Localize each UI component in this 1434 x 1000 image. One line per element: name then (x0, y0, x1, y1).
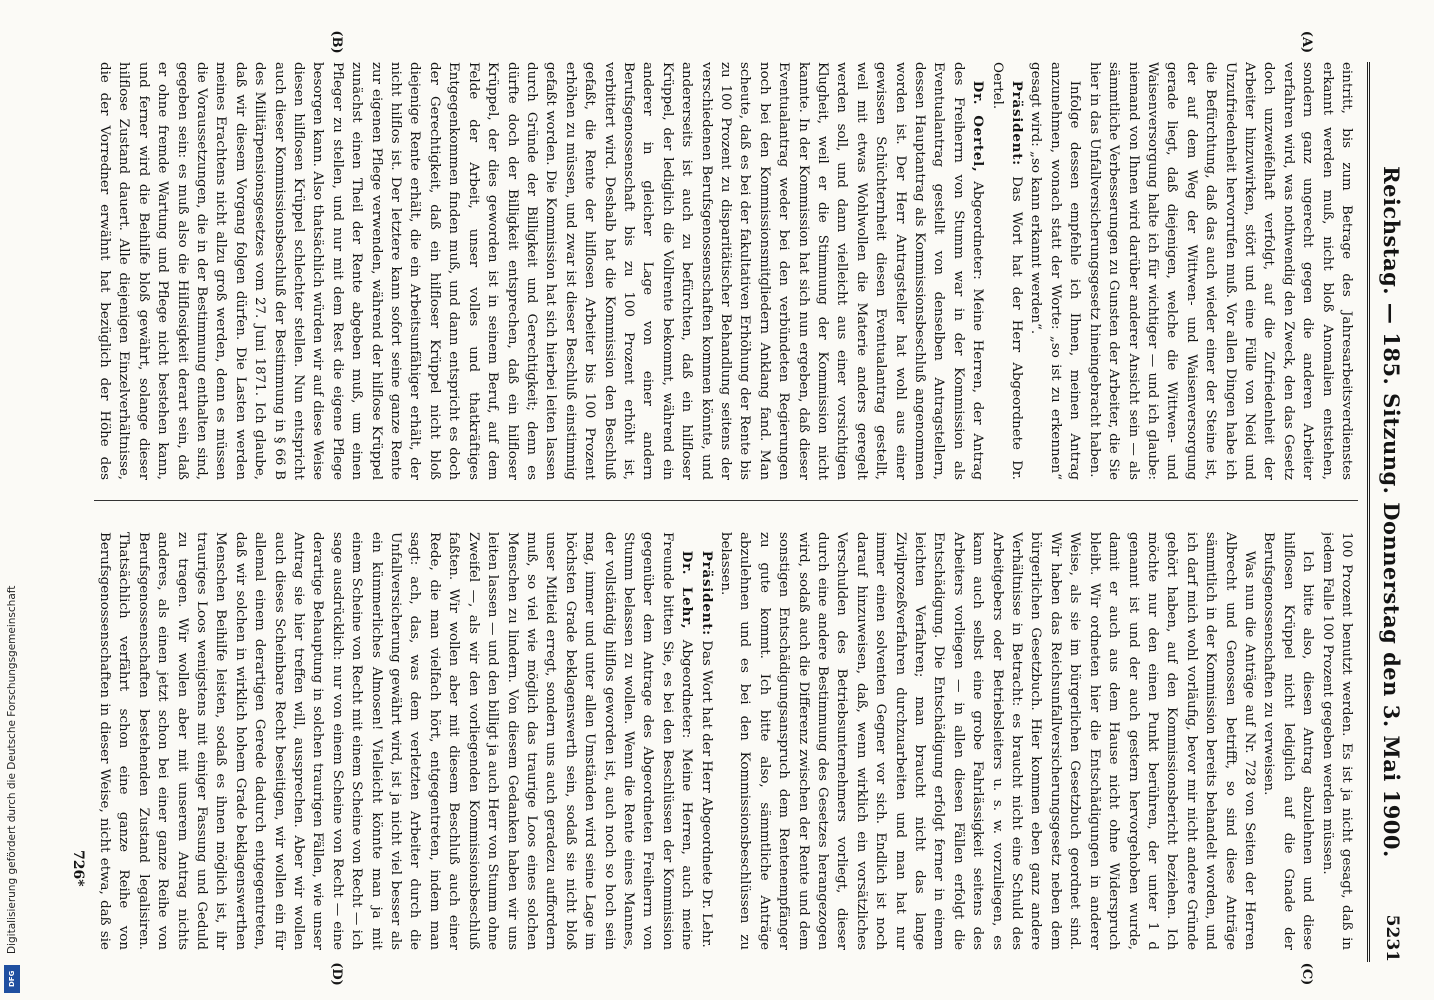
column-divider (94, 500, 1358, 501)
digitization-credit (1, 0, 23, 1000)
paragraph-text: Abgeordneter: Meine Herren, auch meine Freunde bitten Sie, es bei den Beschlüssen der Kommission gegenüber dem Antrage des Abgeordneten Freiherrn von Stumm belassen zu wollen. Wenn die Rente eines Mannes, der vollständig hilflos geworden ist, auch noch so hoch sein mag, immer und unter allen Umständen wird seine Lage im höchsten Grade beklagenswerth sein, sodaß sie nicht bloß unser Mitleid erregt, sondern uns auch geradezu auffordern muß, so viel wie möglich das traurige Loos eines solchen Menschen zu lindern. Von diesem Gedanken haben wir uns leiten lassen — und den billigt ja auch Herr von Stumm ohne Zweifel —, als wir den vorliegenden Kommissionsbeschluß faßten. Wir wollen aber mit diesem Beschluß auch einer Rede, die man vielfach hört, entgegentreten, indem man sagt: ach, das, was dem verletzten Arbeiter durch die Unfallversicherung gewährt wird, ist ja nicht viel besser als ein kümmerliches Almosen! Vielleicht könnte man ja mit einem Scheine von Recht mit einem Scheine von Recht — ich sage ausdrücklich: nur von einem Scheine von Recht — eine derartige Behauptung in solchen traurigen Fällen, wie unser Antrag sie hier treffen will, aussprechen. Aber wir wollen auch dieses Scheinbare Recht beseitigen, wir wollen ein für allemal einem derartigen Gerede dadurch entgegentreten, daß wir solchen in wirklich hohem Grade beklagenswerthen Menschen Beihilfe leisten, sodaß es ihnen möglich ist, ihr trauriges Loos wenigstens mit einiger Fassung und Geduld zu tragen. Wir wollen aber mit unserem Antrag nichts anderes, als einen jetzt schon bei einer ganze Reihe von Berufsgenossenschaften bestehenden Zustand legalisiren. Thatsächlich verfährt schon eine ganze Reihe von Berufsgenossenschaften in dieser Weise, nicht etwa, daß sie (97, 532, 695, 950)
credit-text: Digitalisierung gefördert durch die Deutsche Forschungsgemeinschaft (6, 585, 18, 954)
paragraph (1084, 62, 1356, 480)
paragraph (716, 532, 1259, 950)
paragraph (1026, 62, 1084, 480)
margin-marker-c: (C) (1299, 962, 1314, 986)
left-column (96, 62, 1356, 480)
speaker-name: Dr. Lehr, (679, 550, 696, 630)
speech-paragraph (96, 62, 987, 480)
page-header (1372, 62, 1406, 962)
right-column (96, 532, 1356, 950)
paragraph-text: Ich bitte also, diesen Antrag abzulehnen und diese hilflosen Krüppel nicht lediglich auf die Gnade der Berufsgenossenschaften zu verweisen. (1261, 532, 1316, 950)
header-rule (1367, 62, 1370, 962)
signature-mark: 726* (70, 850, 86, 887)
speaker-label: Präsident: (1009, 80, 1026, 166)
presiding-remark (987, 62, 1026, 480)
paragraph-text: Infolge dessen empfehle ich Ihnen, meinen Antrag anzunehmen, wonach statt der Worte: „so ist zu erkennen“ gesagt wird: „so kann erkannt werden“. (1028, 62, 1083, 480)
paragraph (1259, 532, 1317, 950)
paragraph-text: 100 Prozent benutzt werden. Es ist ja nicht gesagt, daß in jedem Falle 100 Prozent gegeben werden müssen. (1319, 532, 1354, 950)
paragraph-text: Das Wort hat der Herr Abgeordnete Dr. Oertel. (989, 62, 1025, 480)
margin-marker-a: (A) (1299, 30, 1314, 54)
margin-marker-d: (D) (329, 962, 344, 986)
paragraph-text: eintritt, bis zum Betrage des Jahresarbeitsverdienstes erkannt werden muß, nicht bloß Anomalien entstehen, sondern ganz ungerecht gegen die anderen Arbeiter verfahren wird, was nothwendig den Zweck, den das Gesetz doch unzweifelhaft verfolgt, auf die Zufriedenheit der Arbeiter hinzuwirken, stört und eine Fülle von Neid und Unzufriedenheit hervorrufen muß. Vor allen Dingen habe ich die Befürchtung, daß das auch wieder einer der Steine ist, der auf dem Weg der Wittwen- und Waisenversorgung gerade liegt, daß diejenigen, welche die Wittwen- und Waisenversorgung halte ich für wichtiger — und ich glaube: niemand von Ihnen wird darüber anderer Ansicht sein — als sämmtliche Verbesserungen zu Gunsten der Arbeiter, die Sie hier in das Unfallversicherungsgesetz hineingebracht haben. (1086, 62, 1354, 480)
paragraph (1317, 532, 1356, 950)
margin-marker-b: (B) (329, 30, 344, 54)
dfg-logo-icon: DFG (4, 965, 20, 993)
speaker-name: Dr. Oertel, (970, 80, 987, 173)
paragraph-text: Abgeordneter: Meine Herren, der Antrag des Freiherrn von Stumm war in der Kommission als Eventualantrag gestellt von denselben Antragstellern, dessen Hauptantrag als Kommissionsbeschluß angenommen worden ist. Der Herr Antragsteller hat wohl aus einer gewissen Schüchternheit diesen Eventualantrag gestellt, weil mit etwas Wohlwollen die Materie anders geregelt werden soll, und dann vielleicht aus einer vorsichtigen Klugheit, weil er die Stimmung der Kommission nicht kannte. In der Kommission hat sich nun ergeben, daß dieser Eventualantrag weder bei den verbündeten Regierungen noch bei den Kommissionsmitgliedern Anklang fand. Man scheute, daß es bei der fakultativen Erhöhung der Rente bis zu 100 Prozent zu disparitätischer Behandlung seitens der verschiedenen Berufsgenossenschaften kommen könnte, und andererseits ist auch zu befürchten, daß ein hilfloser Krüppel, der lediglich die Vollrente bekommt, während ein anderer in gleicher Lage von einer andern Berufsgenossenschaft bis zu 100 Prozent erhöht ist, verbittert wird. Deshalb hat die Kommission den Beschluß gefaßt, die Rente der hilflosen Arbeiter bis 100 Prozent erhöhen zu müssen, und zwar ist dieser Beschluß einstimmig gefaßt worden. Die Kommission hat sich hierbei leiten lassen durch Gründe der Billigkeit und Gerechtigkeit; denn es dürfte doch der Billigkeit entsprechen, daß ein hilfloser Krüppel, der dies geworden ist in seinem Beruf, auf dem Felde der Arbeit, unser volles und thatkräftiges Entgegenkommen finden muß, und dann entspricht es doch der Gerechtigkeit, daß ein hilfloser Krüppel nicht bloß diejenige Rente erhält, die ein Arbeitsunfähiger erhält, der nicht hilflos ist. Der letztere kann sofort seine ganze Rente zur eigenen Pflege verwenden, während der hilflose Krüppel zunächst einen Theil der Rente abgeben muß, um einen Pfleger zu stellen, und nur mit dem Rest die eigene Pflege besorgen kann. Also thatsächlich würden wir auf diese Weise diesen hilflosen Krüppel schlechter stellen. Nun entspricht auch dieser Kommissionsbeschluß der Bestimmung in § 66 B des Militärpensionsgesetzes vom 27. Juni 1871. Ich glaube, daß wir diesem Vorgang folgen dürfen. Die Lasten werden meines Erachtens nicht allzu groß werden, denn es müssen die Voraussetzungen, die in der Bestimmung enthalten sind, gegeben sein: es muß also die Hilflosigkeit derart sein, daß er ohne fremde Wartung und Pflege nicht bestehen kann, und ferner wird die Beihilfe bloß gewährt, solange dieser hilflose Zustand dauert. Alle diejenigen Einzelverhältnisse, die der Vorredner erwähnt hat bezüglich der Höhe des (97, 62, 986, 480)
paragraph-text: Was nun die Anträge auf Nr. 728 von Seiten der Herren Albrecht und Genossen betrifft, so sind diese Anträge sämmtlich in der Kommission bereits behandelt worden, und ich darf mich wohl vorläufig, bevor mir nicht andere Gründe gehört haben, auf den Kommissionsbericht beziehen. Ich möchte nur den einen Punkt berühren, der unter 1 d genannt ist und der auch gestern hervorgehoben wurde, damit er auch aus dem Hause nicht ohne Widerspruch bleibt. Wir ordneten hier die Entschädigungen in anderer Weise, als sie im bürgerlichen Gesetzbuch geordnet sind. Wir haben das Reichsunfallversicherungsgesetz neben dem bürgerlichen Gesetzbuch. Hier kommen eben ganz andere Verhältnisse in Betracht: es braucht nicht eine Schuld des Arbeitgebers oder Betriebsleiters u. s. w. vorzuliegen, es kann auch selbst eine grobe Fahrlässigkeit seitens des Arbeiters vorliegen — in allen diesen Fällen erfolgt die Entschädigung. Die Entschädigung erfolgt ferner in einem leichten Verfahren; man braucht nicht das lange Zivilprozeßverfahren durchzuarbeiten und man hat nur immer einen solventen Gegner vor sich. Endlich ist noch darauf hinzuweisen, daß, wenn wirklich ein vorsätzliches Verschulden des Betriebsunternehmers vorliegt, dieser durch eine andere Bestimmung des Gesetzes herangezogen wird, sodaß auch die Differenz zwischen der Rente und dem sonstigen Entschädigungsanspruch dem Rentenempfänger zu gute kommt. Ich bitte also, sämmtliche Anträge abzulehnen und es bei den Kommissionsbeschlüssen zu belassen. (718, 532, 1257, 950)
running-head: Reichstag. — 185. Sitzung. Donnerstag den 3. Mai 1900. (1379, 166, 1404, 858)
speech-paragraph (96, 532, 696, 950)
speaker-label: Präsident: (698, 550, 715, 636)
paragraph-text: Das Wort hat der Herr Abgeordnete Dr. Lehr. (698, 640, 714, 948)
presiding-remark (696, 532, 715, 950)
page-number: 5231 (1382, 914, 1402, 962)
